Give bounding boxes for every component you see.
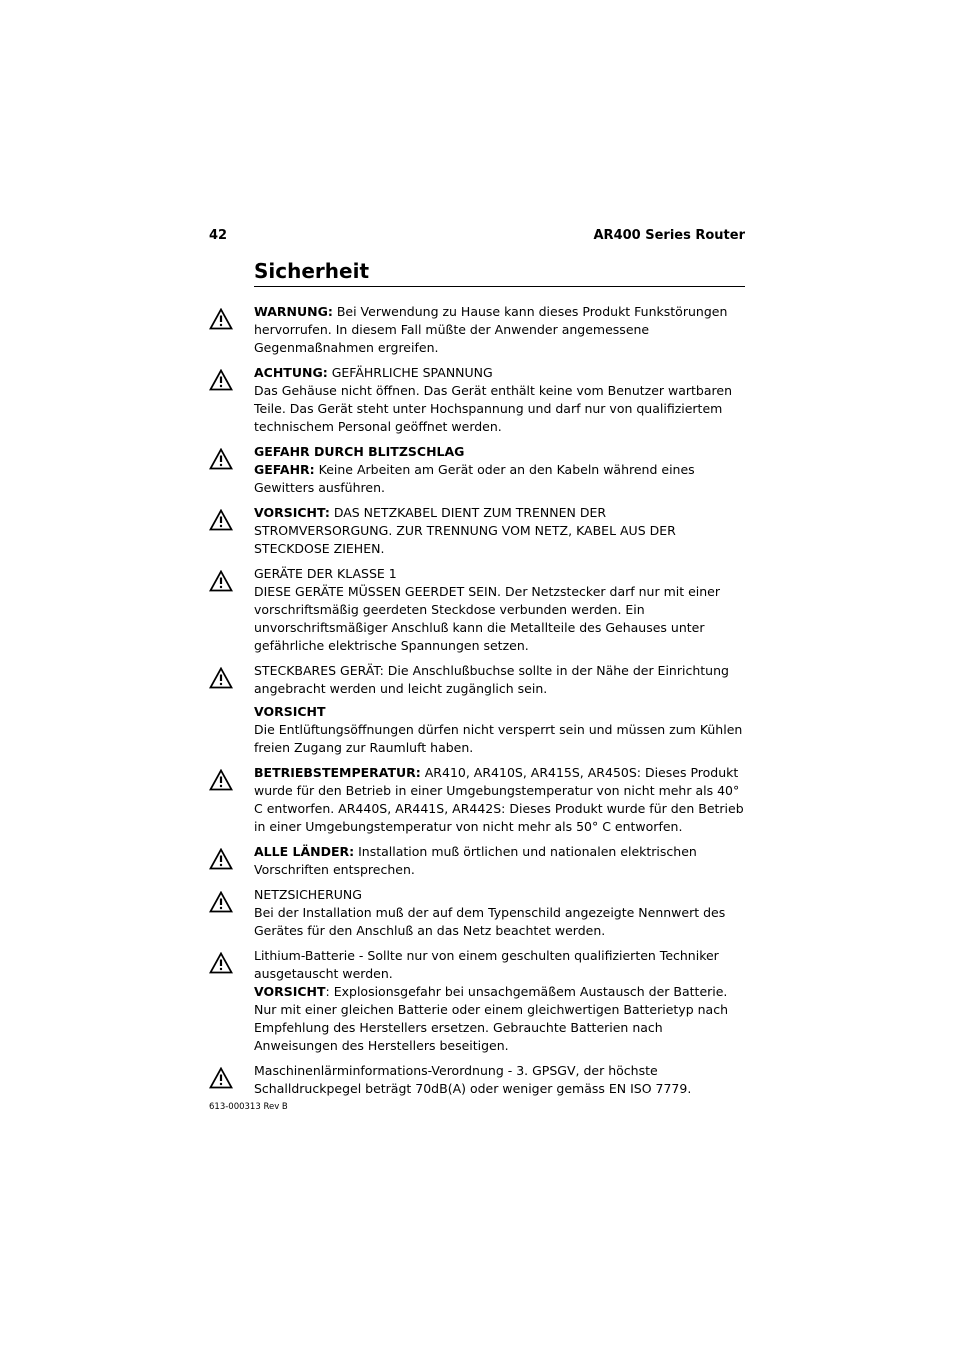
warning-triangle-icon xyxy=(209,570,233,592)
notice-text: Die Entlüftungsöffnungen dürfen nicht versperrt sein und müssen zum Kühlen freien Zugang zur Raumluft haben. xyxy=(254,722,743,755)
notice-label: BETRIEBSTEMPERATUR: xyxy=(254,765,421,780)
notice-text: Das Gehäuse nicht öffnen. Das Gerät enthält keine vom Benutzer wartbaren Teile. Das Gerät steht unter Hochspannung und darf nur von qualifiziertem technischem Personal geöffnet werden. xyxy=(254,383,733,434)
running-title: AR400 Series Router xyxy=(593,228,745,243)
warning-triangle-icon xyxy=(209,769,233,791)
notice-text: : Explosionsgefahr bei unsachgemäßem Austausch der Batterie. Nur mit einer gleichen Batterie oder einem gleichwertigen Batterietyp nach Empfehlung des Herstellers ersetzen. Gebrauchte Batterien nach Anweisungen des Herstellers beseitigen. xyxy=(254,984,728,1053)
notice-body xyxy=(254,504,745,558)
page-number: 42 xyxy=(209,228,228,243)
notice-body xyxy=(254,843,745,879)
notice-heading: NETZSICHERUNG xyxy=(254,887,362,902)
warning-triangle-icon xyxy=(209,1067,233,1089)
notice-label: ACHTUNG: xyxy=(254,365,328,380)
notice-text: DAS NETZKABEL DIENT ZUM TRENNEN DER STROMVERSORGUNG. ZUR TRENNUNG VOM NETZ, KABEL AUS DER STECKDOSE ZIEHEN. xyxy=(254,505,676,556)
notice-label: GEFAHR: xyxy=(254,462,315,477)
notice-warnung xyxy=(209,303,745,357)
notice-vorsicht-netzkabel xyxy=(209,504,745,558)
notice-steckbares-geraet xyxy=(209,662,745,698)
notice-text: AR410, AR410S, AR415S, AR450S: Dieses Produkt wurde für den Betrieb in einer Umgebungstemperatur von nicht mehr als 40° C entworfen. AR440S, AR441S, AR442S: Dieses Produkt wurde für den Betrieb in einer Umgebungstemperatur von nicht mehr als 50° C entworfen. xyxy=(254,765,744,834)
notice-text: STECKBARES GERÄT: Die Anschlußbuchse sollte in der Nähe der Einrichtung angebracht werden und leicht zugänglich sein. xyxy=(254,663,729,696)
notice-label: VORSICHT xyxy=(254,704,326,719)
notice-text: Bei Verwendung zu Hause kann dieses Produkt Funkstörungen hervorrufen. In diesem Fall müßte der Anwender angemessene Gegenmaßnahmen ergreifen. xyxy=(254,304,728,355)
notice-maschinenlaerm xyxy=(209,1062,745,1098)
warning-triangle-icon xyxy=(209,448,233,470)
warning-triangle-icon xyxy=(209,891,233,913)
notice-text: Installation muß örtlichen und nationalen elektrischen Vorschriften entsprechen. xyxy=(254,844,697,877)
notice-gefahr xyxy=(209,443,745,497)
notice-body xyxy=(254,461,745,497)
warning-triangle-icon xyxy=(209,308,233,330)
notice-alle-laender xyxy=(209,843,745,879)
safety-notices xyxy=(209,303,745,1105)
notice-heading: GEFAHR DURCH BLITZSCHLAG xyxy=(254,444,465,459)
notice-text: Keine Arbeiten am Gerät oder an den Kabeln während eines Gewitters ausführen. xyxy=(254,462,695,495)
notice-body xyxy=(254,764,745,836)
notice-label: VORSICHT: xyxy=(254,505,330,520)
notice-body xyxy=(254,303,745,357)
page-title: Sicherheit xyxy=(254,259,745,287)
warning-triangle-icon xyxy=(209,667,233,689)
notice-heading-line xyxy=(254,364,745,382)
notice-label: ALLE LÄNDER: xyxy=(254,844,355,859)
notice-body xyxy=(254,983,745,1055)
notice-text: Bei der Installation muß der auf dem Typenschild angezeigte Nennwert des Gerätes für den Anschluß an das Netz beachtet werden. xyxy=(254,905,726,938)
notice-label: WARNUNG: xyxy=(254,304,333,319)
notice-vorsicht-entlueftung xyxy=(209,703,745,757)
notice-achtung xyxy=(209,364,745,436)
notice-heading: GEFÄHRLICHE SPANNUNG xyxy=(327,365,493,380)
warning-triangle-icon xyxy=(209,509,233,531)
notice-text: DIESE GERÄTE MÜSSEN GEERDET SEIN. Der Netzstecker darf nur mit einer vorschriftsmäßig geerdeten Steckdose verbunden werden. Ein unvorschriftsmäßiger Anschluß kann die Metallteile des Gehauses unter gefährliche elektrische Spannungen setzen. xyxy=(254,584,721,653)
warning-triangle-icon xyxy=(209,369,233,391)
notice-klasse-1 xyxy=(209,565,745,655)
warning-triangle-icon xyxy=(209,952,233,974)
notice-label: VORSICHT xyxy=(254,984,326,999)
notice-netzsicherung xyxy=(209,886,745,940)
warning-triangle-icon xyxy=(209,848,233,870)
notice-heading: GERÄTE DER KLASSE 1 xyxy=(254,566,397,581)
document-code: 613-000313 Rev B xyxy=(209,1102,288,1112)
notice-lithium-batterie xyxy=(209,947,745,1055)
notice-text: Maschinenlärminformations-Verordnung - 3. GPSGV, der höchste Schalldruckpegel beträgt 70dB(A) oder weniger gemäss EN ISO 7779. xyxy=(254,1063,692,1096)
notice-text: Lithium-Batterie - Sollte nur von einem geschulten qualifizierten Techniker ausgetauscht werden. xyxy=(254,948,719,981)
notice-betriebstemperatur xyxy=(209,764,745,836)
